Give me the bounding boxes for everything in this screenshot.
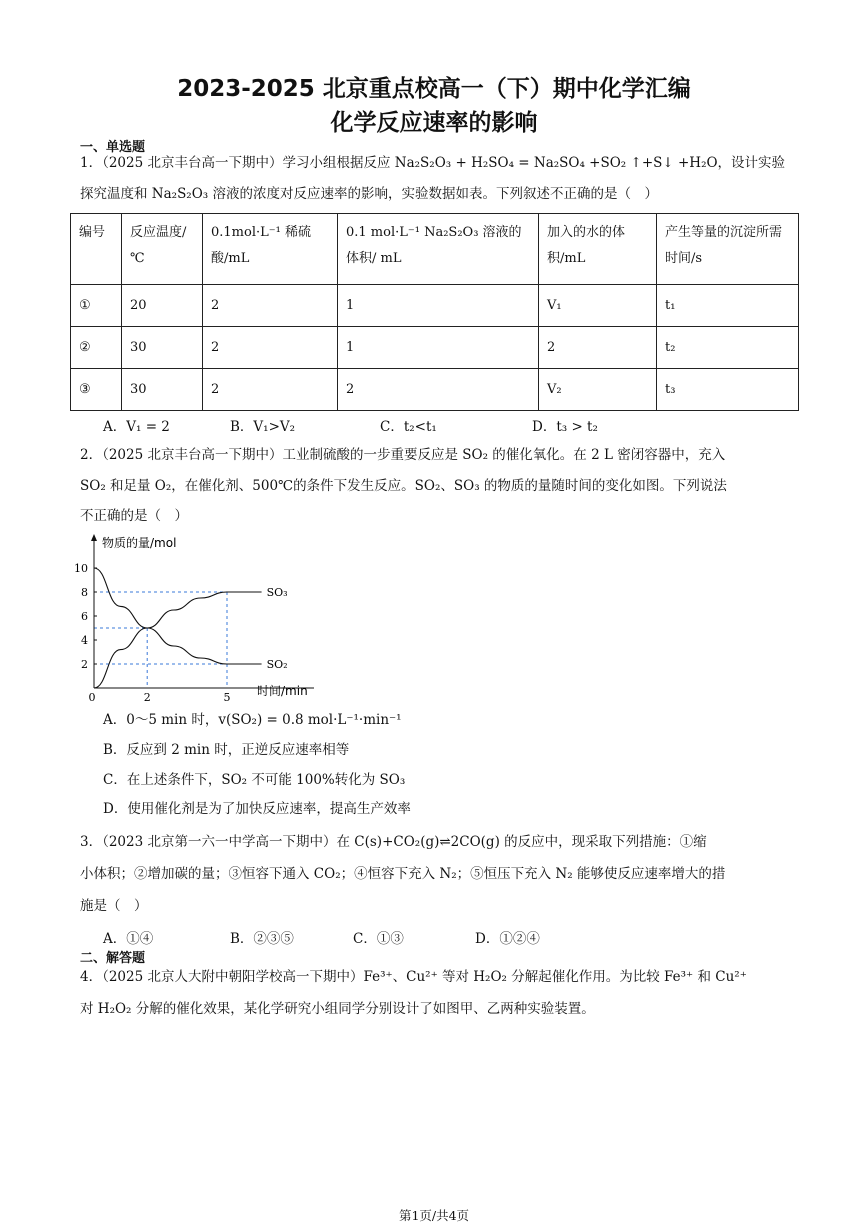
table-header-row (71, 214, 799, 285)
section-answer: 二、解答题 (80, 951, 146, 966)
q3-option-c[interactable]: C．①③ (353, 931, 404, 947)
table-cell: ③ (71, 369, 122, 411)
q3-option-d[interactable]: D．①②④ (475, 931, 540, 947)
y-axis-arrow (91, 534, 97, 541)
section-single-choice: 一、单选题 (80, 140, 146, 155)
x-tick-label: 0 (88, 691, 96, 704)
y-tick-label: 6 (81, 610, 88, 623)
table-cell: 1 (338, 327, 539, 369)
table-row (71, 369, 799, 411)
table-header-cell: 加入的水的体积/mL (539, 214, 657, 285)
q2-option-a[interactable]: A．0～5 min 时，v(SO₂) = 0.8 mol·L⁻¹·min⁻¹ (103, 712, 402, 728)
table-header-cell: 编号 (71, 214, 122, 285)
table-cell: ① (71, 285, 122, 327)
table-cell: 2 (203, 327, 338, 369)
x-axis-label: 时间/min (257, 684, 308, 698)
page-title-line2: 化学反应速率的影响 (330, 110, 538, 136)
q2-option-d[interactable]: D．使用催化剂是为了加快反应速率，提高生产效率 (103, 801, 411, 817)
experiment-table (70, 213, 799, 411)
table-cell: t₂ (657, 327, 799, 369)
q2-stem-line2: SO₂ 和足量 O₂，在催化剂、500℃的条件下发生反应。SO₂、SO₃ 的物质的量随时间的变化如图。下列说法 (80, 478, 727, 494)
table-cell: 2 (338, 369, 539, 411)
q1-option-b[interactable]: B．V₁>V₂ (230, 419, 296, 435)
table-cell: 1 (338, 285, 539, 327)
y-axis-label: 物质的量/mol (102, 536, 177, 550)
q1-option-c[interactable]: C．t₂<t₁ (380, 419, 437, 435)
q4-stem-line1: 4．（2025 北京人大附中朝阳学校高一下期中）Fe³⁺、Cu²⁺ 等对 H₂O₂ 分解起催化作用。为比较 Fe³⁺ 和 Cu²⁺ (80, 969, 747, 985)
table-cell: 2 (203, 285, 338, 327)
y-tick-label: 2 (81, 658, 88, 671)
q1-stem-line2: 探究温度和 Na₂S₂O₃ 溶液的浓度对反应速率的影响，实验数据如表。下列叙述不正确的是（ ） (80, 186, 658, 202)
table-header-cell: 反应温度/℃ (122, 214, 203, 285)
table-header-cell: 产生等量的沉淀所需时间/s (657, 214, 799, 285)
x-tick-label: 5 (223, 691, 231, 704)
table-cell: 2 (539, 327, 657, 369)
table-cell: t₃ (657, 369, 799, 411)
q3-options (103, 927, 540, 947)
so2-so3-chart (72, 530, 332, 705)
table-header-cell: 0.1mol·L⁻¹ 稀硫酸/mL (203, 214, 338, 285)
table-cell: t₁ (657, 285, 799, 327)
table-header-cell: 0.1 mol·L⁻¹ Na₂S₂O₃ 溶液的体积/ mL (338, 214, 539, 285)
table-cell: 30 (122, 369, 203, 411)
q3-stem-line1: 3．（2023 北京第一六一中学高一下期中）在 C(s)+CO₂(g)⇌2CO(g) 的反应中，现采取下列措施：①缩 (80, 834, 707, 850)
y-tick-label: 8 (81, 586, 88, 599)
table-cell: V₂ (539, 369, 657, 411)
q2-stem-line3: 不正确的是（ ） (80, 508, 188, 524)
q1-option-a[interactable]: A．V₁ = 2 (103, 419, 170, 435)
table-cell: 30 (122, 327, 203, 369)
page-footer: 第1页/共4页 (398, 1208, 470, 1223)
q3-stem-line3: 施是（ ） (80, 898, 148, 914)
q1-options (103, 415, 598, 435)
q2-option-c[interactable]: C．在上述条件下，SO₂ 不可能 100%转化为 SO₃ (103, 772, 406, 788)
q2-option-b[interactable]: B．反应到 2 min 时，正逆反应速率相等 (103, 742, 350, 758)
table-cell: V₁ (539, 285, 657, 327)
q3-stem-line2: 小体积；②增加碳的量；③恒容下通入 CO₂；④恒容下充入 N₂；⑤恒压下充入 N₂ 能够使反应速率增大的措 (80, 866, 726, 882)
series-label: SO₃ (266, 586, 288, 599)
q2-stem-line1: 2．（2025 北京丰台高一下期中）工业制硫酸的一步重要反应是 SO₂ 的催化氧化。在 2 L 密闭容器中，充入 (80, 447, 726, 463)
table-row (71, 327, 799, 369)
q1-option-d[interactable]: D．t₃ > t₂ (532, 419, 598, 435)
q3-option-a[interactable]: A．①④ (103, 931, 154, 947)
table-cell: ② (71, 327, 122, 369)
q1-stem-line1: 1．（2025 北京丰台高一下期中）学习小组根据反应 Na₂S₂O₃ + H₂SO₄ = Na₂SO₄ +SO₂ ↑+S↓ +H₂O，设计实验 (80, 155, 786, 171)
q3-option-b[interactable]: B．②③⑤ (230, 931, 294, 947)
x-tick-label: 2 (143, 691, 151, 704)
page-title-line1: 2023-2025 北京重点校高一（下）期中化学汇编 (177, 76, 691, 102)
q4-stem-line2: 对 H₂O₂ 分解的催化效果，某化学研究小组同学分别设计了如图甲、乙两种实验装置。 (80, 1001, 595, 1017)
y-tick-label: 10 (74, 562, 88, 575)
table-cell: 2 (203, 369, 338, 411)
table-row (71, 285, 799, 327)
y-tick-label: 4 (81, 634, 88, 647)
series-label: SO₂ (266, 658, 288, 671)
table-cell: 20 (122, 285, 203, 327)
